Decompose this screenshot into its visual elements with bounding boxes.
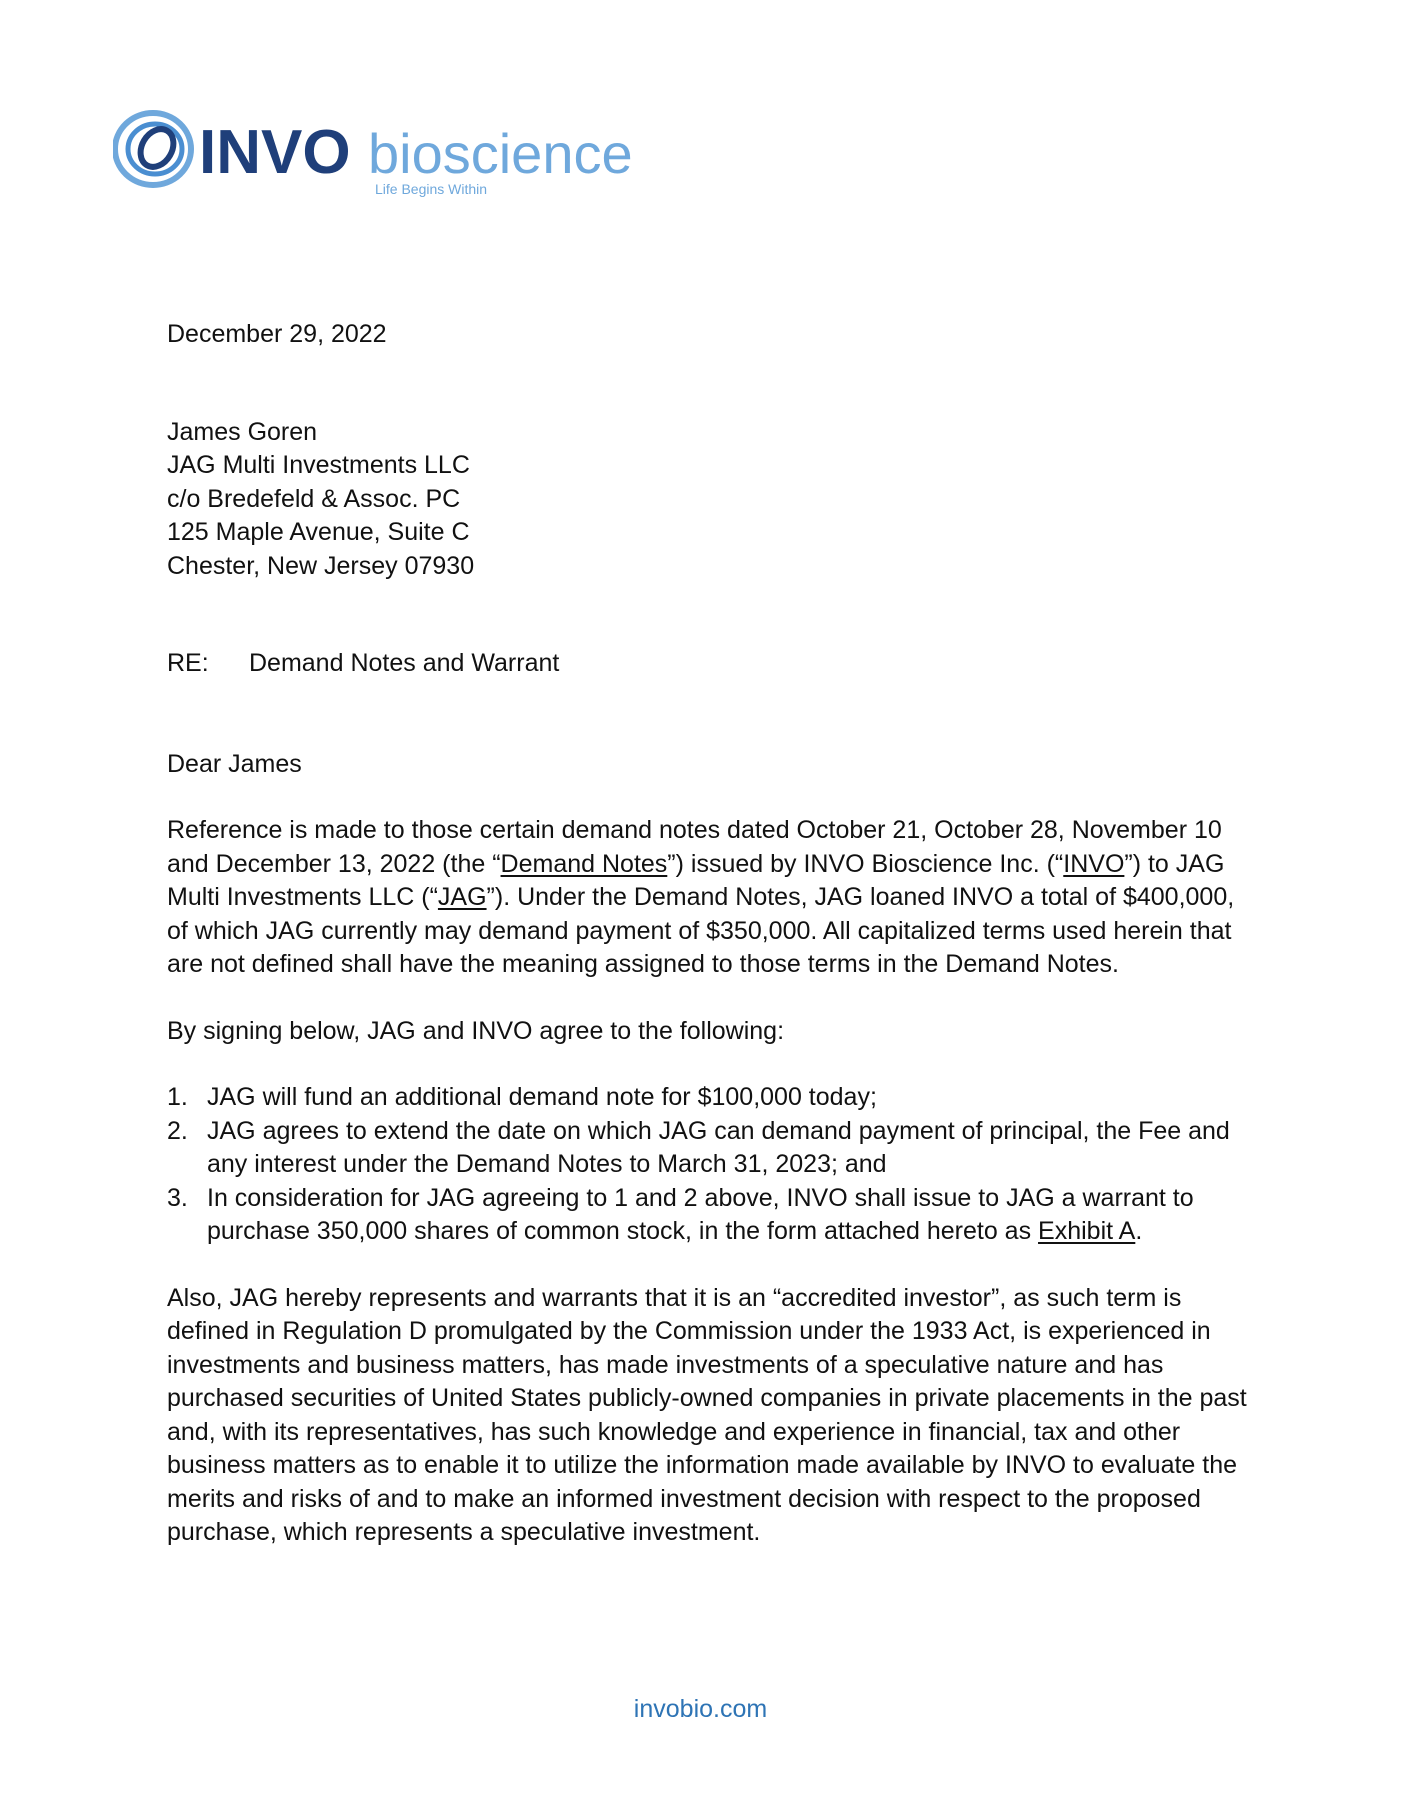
letter-body [167,318,1247,1550]
list-number: 1. [167,1083,188,1111]
paragraph-agreement-intro: By signing below, JAG and INVO agree to the following: [167,1016,785,1045]
list-text-main: In consideration for JAG agreeing to 1 and 2 above, INVO shall issue to JAG a warrant to purchase 350,000 shares of common stock, in the form attached hereto as [207,1183,1194,1245]
list-text-end: . [1135,1217,1143,1245]
agreement-list [167,1081,1247,1249]
defined-term-demand-notes: Demand Notes [500,849,668,878]
company-logo [113,101,633,201]
list-text: JAG will fund an additional demand note for $100,000 today; [207,1083,877,1111]
list-item [167,1115,1247,1182]
subject-line [167,647,1247,681]
re-subject: Demand Notes and Warrant [249,649,560,677]
list-item [167,1182,1247,1249]
list-text [207,1182,1247,1249]
paragraph-accredited-investor: Also, JAG hereby represents and warrants that it is an “accredited investor”, as such term is defined in Regulation D promulgated by the Commission under the 1933 Act, is experienced in investments and business matters, has made investments of a speculative nature and has purchased securities of United States publicly-owned companies in private placements in the past and, with its representatives, has such knowledge and experience in financial, tax and other business matters as to enable it to utilize the information made available by INVO to evaluate the merits and risks of and to make an informed investment decision with respect to the proposed purchase, which represents a speculative investment. [167,1283,1247,1546]
footer-website[interactable]: invobio.com [633,1695,768,1723]
address-line: 125 Maple Avenue, Suite C [167,518,470,546]
address-line: c/o Bredefeld & Assoc. PC [167,484,461,513]
paragraph-reference [167,814,1247,982]
address-line: James Goren [167,417,318,446]
logo-tagline: Life Begins Within [375,181,488,197]
exhibit-a-reference: Exhibit A [1038,1217,1136,1245]
invo-logo-graphic [113,101,633,201]
list-item [167,1081,1247,1115]
list-text: JAG agrees to extend the date on which JAG can demand payment of principal, the Fee and any interest under the Demand Notes to March 31, 2023; and [207,1116,1230,1178]
ring-icon [115,113,191,185]
logo-word-light: bioscience [368,122,633,185]
re-label: RE: [167,649,209,677]
para-text: Reference is made to those certain demand notes dated October 21, October 28, November 10 and December 13, 2022 (the “ [167,816,1222,878]
address-line: JAG Multi Investments LLC [167,451,470,479]
logo-word-strong: INVO [199,118,351,187]
list-number: 3. [167,1183,188,1212]
recipient-address [167,416,1247,584]
salutation: Dear James [167,749,302,778]
para-text: ”) issued by INVO Bioscience Inc. (“ [667,849,1064,878]
list-number: 2. [167,1116,188,1145]
defined-term-invo: INVO [1063,849,1125,878]
address-line: Chester, New Jersey 07930 [167,551,475,580]
letter-date: December 29, 2022 [167,320,387,348]
para-text: ”). Under the Demand Notes, JAG loaned INVO a total of $400,000, of which JAG currently may demand payment of $350,000. All capitalized terms used herein that are not defined shall have the meaning assigned to those terms in the Demand Notes. [167,883,1235,978]
para-text: ”) to JAG Multi Investments LLC (“ [167,849,1225,911]
defined-term-jag: JAG [437,883,487,911]
